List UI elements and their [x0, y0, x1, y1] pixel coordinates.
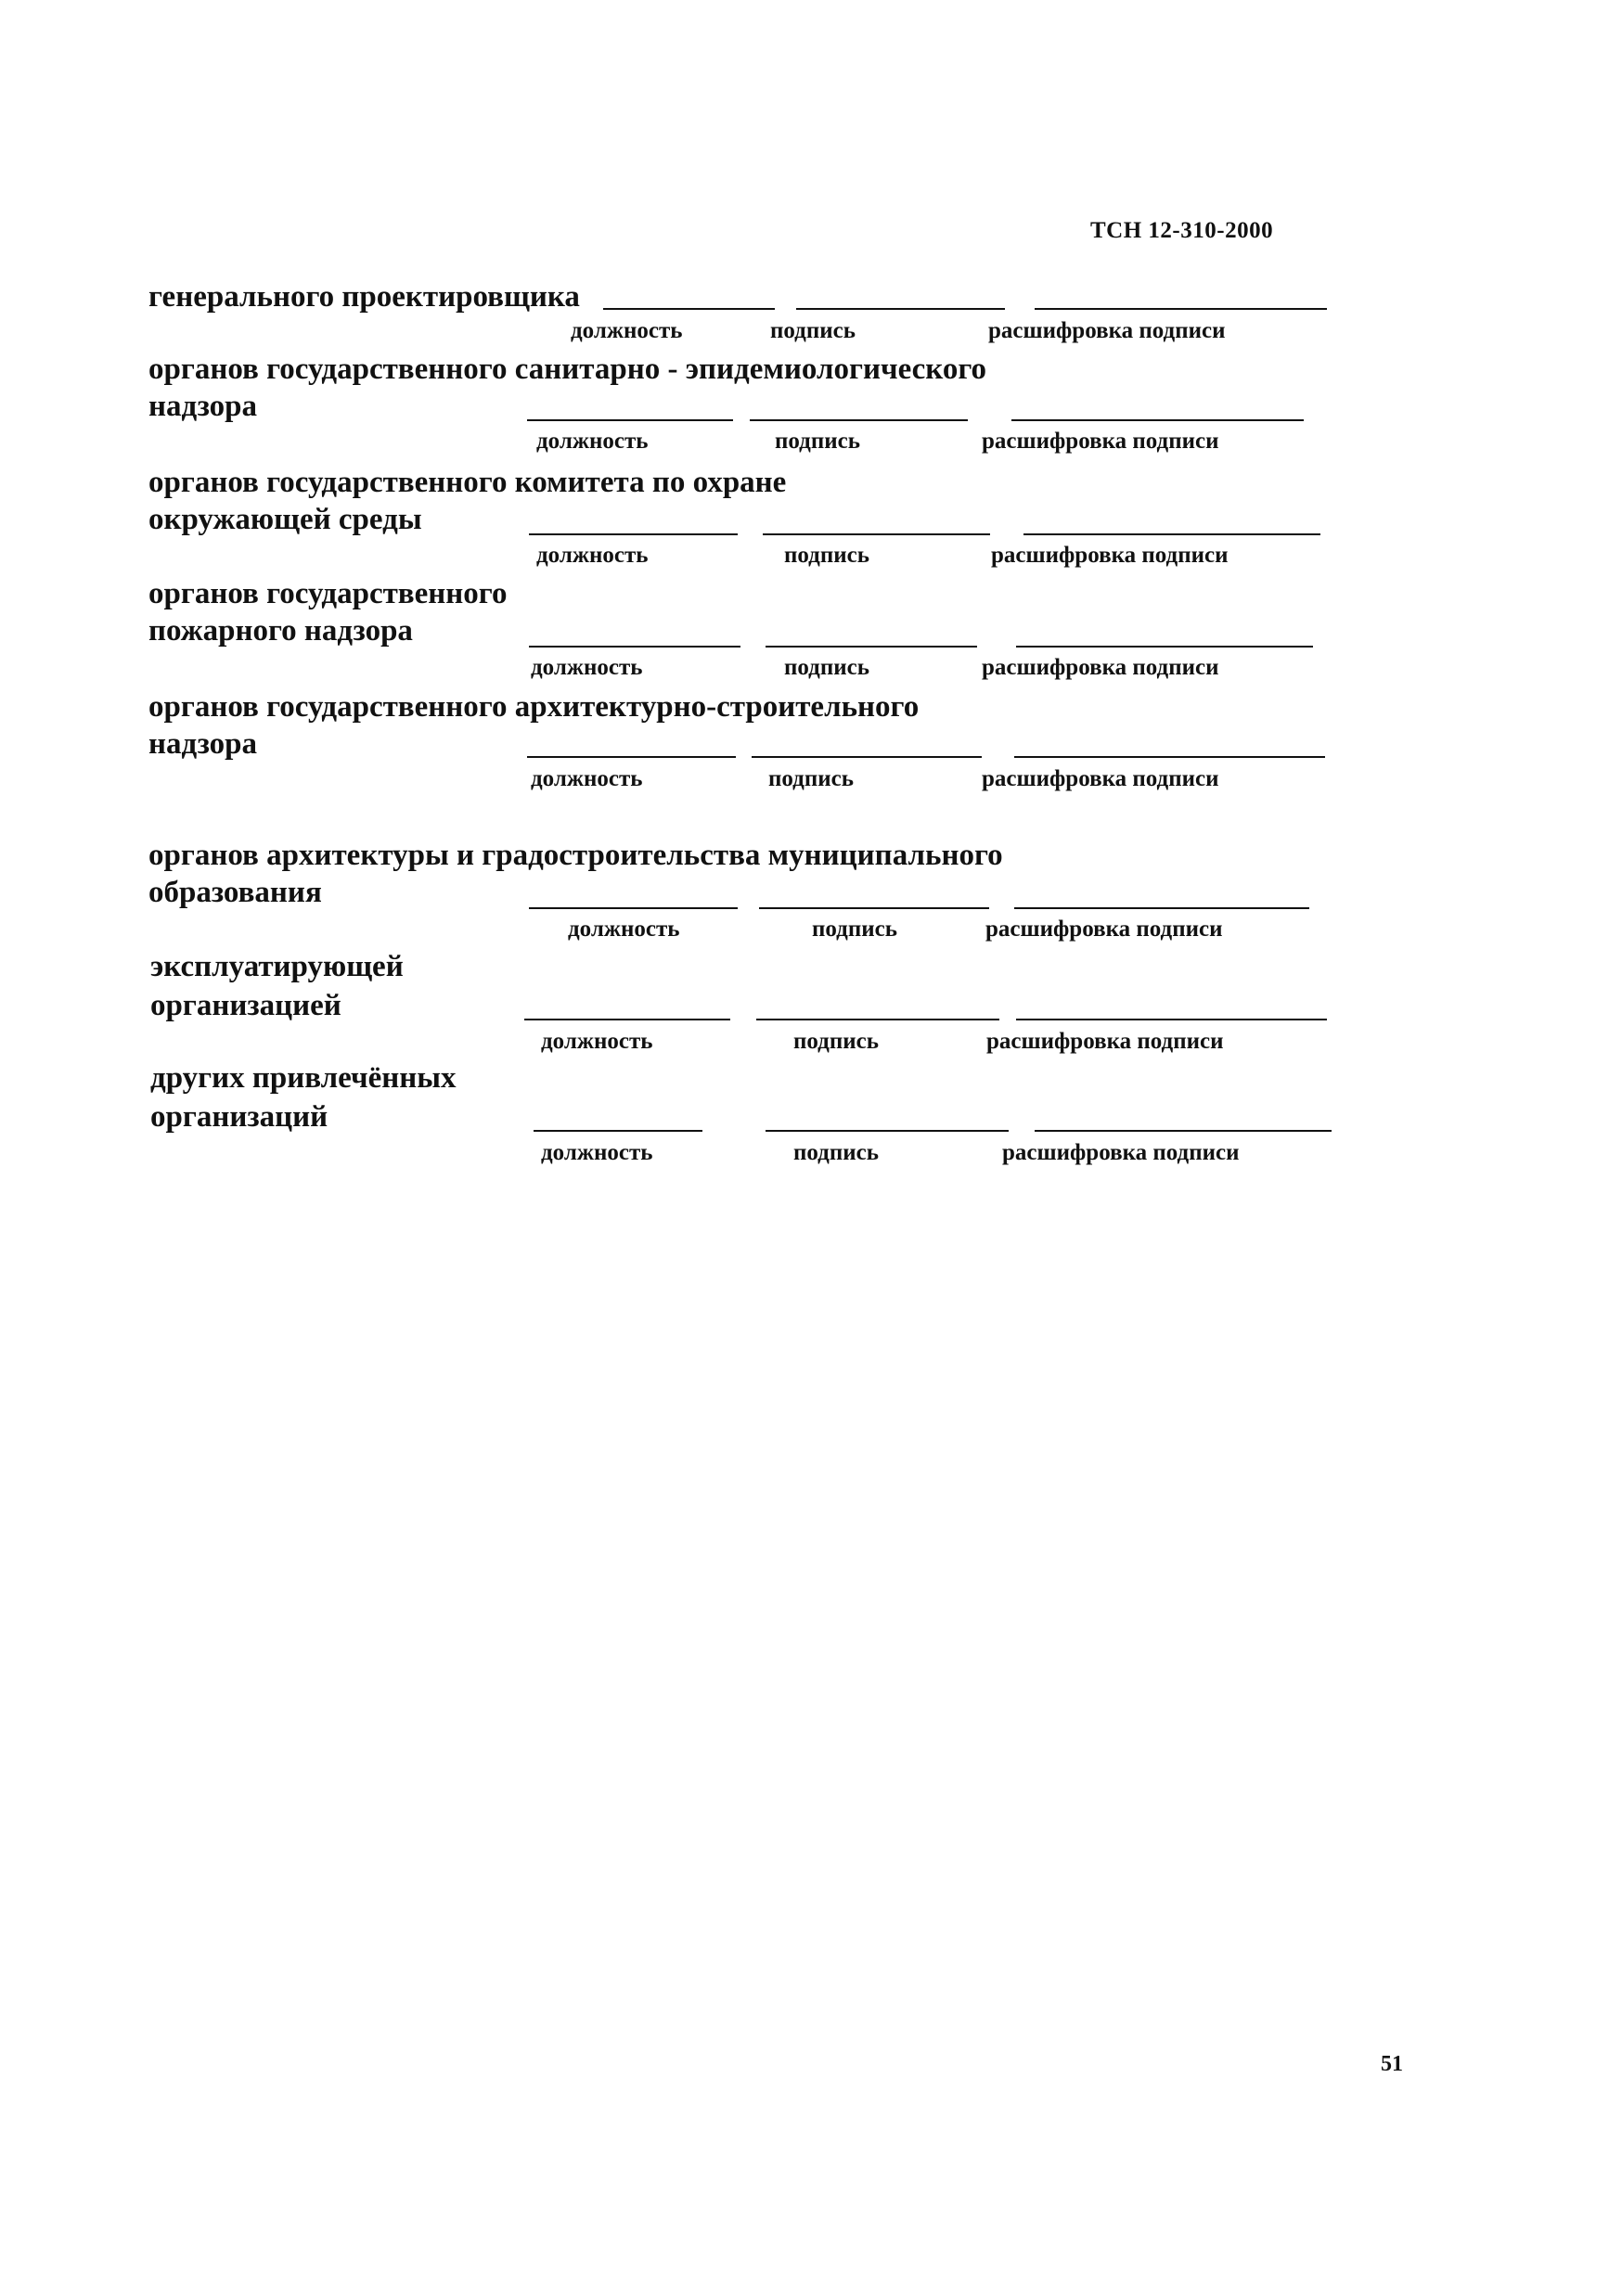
- signature-decoding-caption: расшифровка подписи: [982, 766, 1219, 791]
- signature-caption: подпись: [812, 917, 897, 942]
- signature-decoding-caption: расшифровка подписи: [985, 917, 1223, 942]
- document-code: ТСН 12-310-2000: [1090, 218, 1274, 243]
- org-label: надзора: [148, 390, 258, 423]
- position-caption: должность: [531, 655, 643, 680]
- signature-caption: подпись: [784, 543, 869, 568]
- org-label: органов архитектуры и градостроительства муниципального: [148, 839, 1003, 872]
- signature-decoding-field[interactable]: [1035, 308, 1327, 310]
- signature-field[interactable]: [766, 646, 977, 648]
- org-label: органов государственного комитета по охране: [148, 466, 787, 499]
- position-field[interactable]: [534, 1130, 702, 1132]
- position-field[interactable]: [524, 1019, 730, 1020]
- org-label: пожарного надзора: [148, 614, 413, 648]
- position-caption: должность: [536, 429, 649, 454]
- signature-decoding-caption: расшифровка подписи: [1002, 1140, 1240, 1165]
- position-caption: должность: [536, 543, 649, 568]
- org-label: генерального проектировщика: [148, 280, 580, 314]
- position-field[interactable]: [529, 907, 738, 909]
- position-caption: должность: [531, 766, 643, 791]
- signature-decoding-caption: расшифровка подписи: [991, 543, 1229, 568]
- org-label: органов государственного санитарно - эпидемиологического: [148, 353, 987, 386]
- signature-field[interactable]: [796, 308, 1005, 310]
- signature-decoding-caption: расшифровка подписи: [988, 318, 1226, 343]
- signature-decoding-field[interactable]: [1035, 1130, 1332, 1132]
- signature-caption: подпись: [784, 655, 869, 680]
- signature-decoding-caption: расшифровка подписи: [982, 655, 1219, 680]
- org-label: органов государственного архитектурно-строительного: [148, 690, 920, 724]
- signature-field[interactable]: [759, 907, 989, 909]
- signature-decoding-field[interactable]: [1016, 646, 1313, 648]
- position-field[interactable]: [529, 533, 738, 535]
- signature-decoding-field[interactable]: [1023, 533, 1320, 535]
- signature-decoding-caption: расшифровка подписи: [986, 1029, 1224, 1054]
- signature-field[interactable]: [766, 1130, 1009, 1132]
- signature-caption: подпись: [775, 429, 860, 454]
- position-caption: должность: [541, 1140, 653, 1165]
- signature-decoding-field[interactable]: [1014, 756, 1325, 758]
- org-label: надзора: [148, 727, 258, 761]
- position-caption: должность: [568, 917, 680, 942]
- org-label: органов государственного: [148, 577, 508, 610]
- position-field[interactable]: [527, 419, 733, 421]
- signature-caption: подпись: [770, 318, 856, 343]
- position-field[interactable]: [527, 756, 736, 758]
- org-label: эксплуатирующей: [150, 950, 404, 983]
- signature-field[interactable]: [752, 756, 982, 758]
- position-caption: должность: [571, 318, 683, 343]
- signature-caption: подпись: [793, 1140, 879, 1165]
- org-label: организаций: [150, 1100, 328, 1134]
- page-number: 51: [1381, 2052, 1403, 2076]
- signature-decoding-field[interactable]: [1016, 1019, 1327, 1020]
- signature-decoding-caption: расшифровка подписи: [982, 429, 1219, 454]
- position-caption: должность: [541, 1029, 653, 1054]
- org-label: окружающей среды: [148, 503, 422, 536]
- signature-decoding-field[interactable]: [1014, 907, 1309, 909]
- org-label: образования: [148, 876, 322, 909]
- position-field[interactable]: [529, 646, 740, 648]
- position-field[interactable]: [603, 308, 775, 310]
- signature-decoding-field[interactable]: [1011, 419, 1304, 421]
- signature-caption: подпись: [793, 1029, 879, 1054]
- org-label: других привлечённых: [150, 1061, 457, 1095]
- signature-field[interactable]: [763, 533, 990, 535]
- signature-field[interactable]: [750, 419, 968, 421]
- signature-field[interactable]: [756, 1019, 999, 1020]
- signature-caption: подпись: [768, 766, 854, 791]
- org-label: организацией: [150, 989, 341, 1022]
